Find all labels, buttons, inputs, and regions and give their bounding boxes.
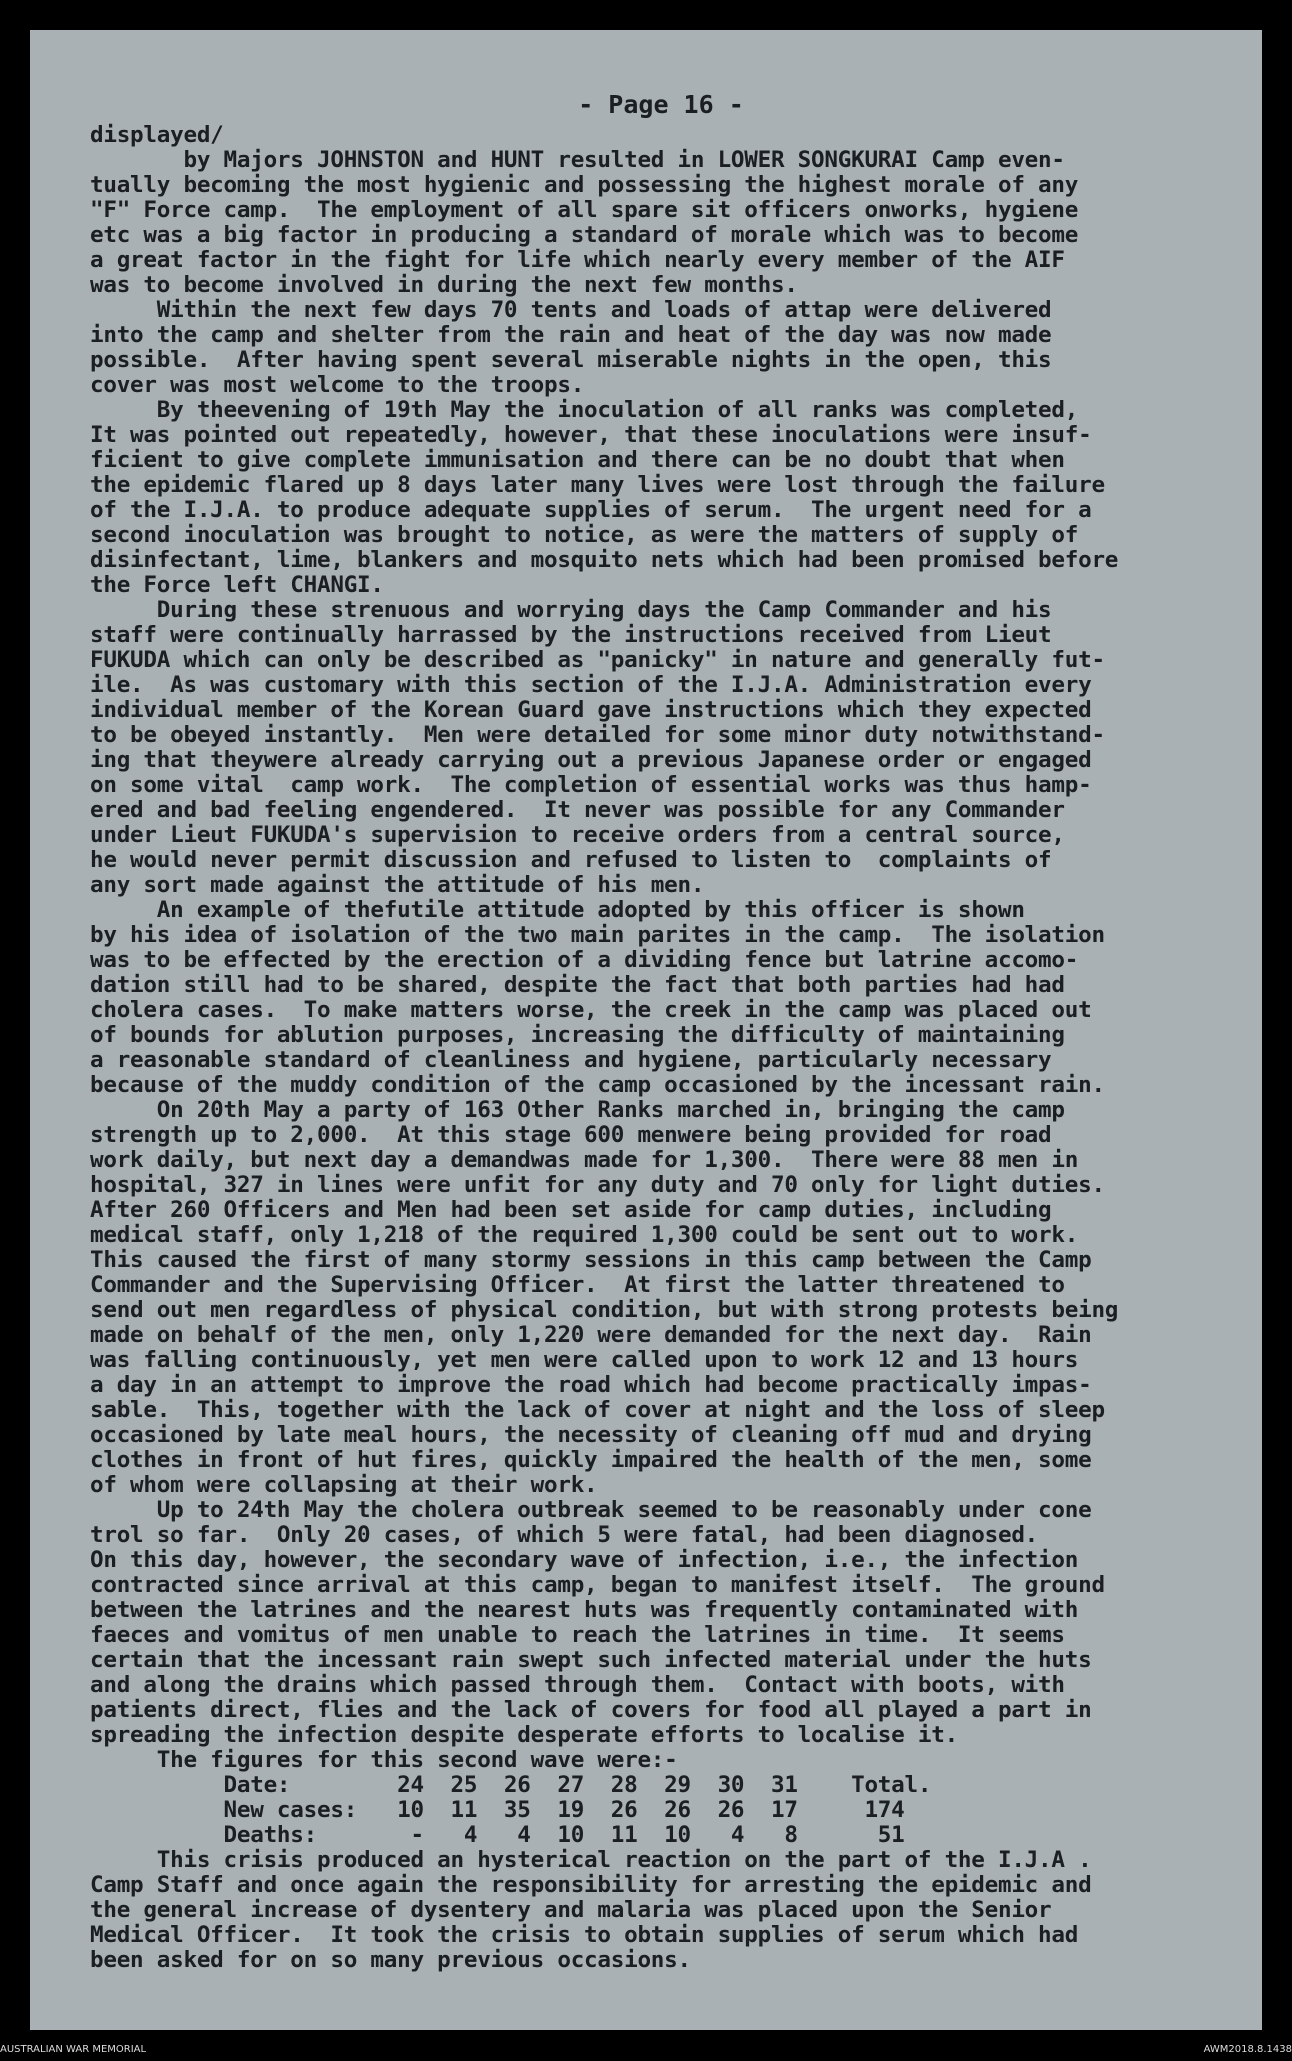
text-line: hospital, 327 in lines were unfit for any duty and 70 only for light duties. — [90, 1172, 1105, 1198]
text-line: It was pointed out repeatedly, however, that these inoculations were insuf- — [90, 422, 1092, 448]
text-line: the general increase of dysentery and malaria was placed upon the Senior — [90, 1897, 1052, 1923]
document-page — [30, 30, 1262, 2030]
text-line: The figures for this second wave were:- — [90, 1747, 678, 1773]
text-line: FUKUDA which can only be described as "panicky" in nature and generally fut- — [90, 647, 1105, 673]
text-line: Within the next few days 70 tents and loads of attap were delivered — [90, 297, 1052, 323]
text-line: cholera cases. To make matters worse, the creek in the camp was placed out — [90, 997, 1092, 1023]
page-number-header: - Page 16 - — [578, 90, 744, 119]
text-line: ficient to give complete immunisation and there can be no doubt that when — [90, 447, 1065, 473]
text-line: under Lieut FUKUDA's supervision to receive orders from a central source, — [90, 822, 1065, 848]
text-line: of bounds for ablution purposes, increasing the difficulty of maintaining — [90, 1022, 1065, 1048]
text-line: the Force left CHANGI. — [90, 572, 384, 598]
text-line: of the I.J.A. to produce adequate supplies of serum. The urgent need for a — [90, 497, 1092, 523]
text-line: Camp Staff and once again the responsibility for arresting the epidemic and — [90, 1872, 1092, 1898]
text-line: This crisis produced an hysterical reaction on the part of the I.J.A . — [90, 1847, 1092, 1873]
text-line: because of the muddy condition of the camp occasioned by the incessant rain. — [90, 1072, 1105, 1098]
text-line: and along the drains which passed through them. Contact with boots, with — [90, 1672, 1065, 1698]
text-line: disinfectant, lime, blankers and mosquito nets which had been promised before — [90, 547, 1119, 573]
text-line: a reasonable standard of cleanliness and hygiene, particularly necessary — [90, 1047, 1052, 1073]
text-line: sable. This, together with the lack of cover at night and the loss of sleep — [90, 1397, 1105, 1423]
footer-institution: AUSTRALIAN WAR MEMORIAL — [0, 2044, 147, 2055]
text-line: dation still had to be shared, despite the fact that both parties had had — [90, 972, 1065, 998]
text-line: by Majors JOHNSTON and HUNT resulted in LOWER SONGKURAI Camp even- — [90, 147, 1065, 173]
text-line: Up to 24th May the cholera outbreak seemed to be reasonably under cone — [90, 1497, 1092, 1523]
text-line: ered and bad feeling engendered. It never was possible for any Commander — [90, 797, 1065, 823]
text-line: second inoculation was brought to notice, as were the matters of supply of — [90, 522, 1079, 548]
text-line: This caused the first of many stormy sessions in this camp between the Camp — [90, 1247, 1092, 1273]
text-line: By theevening of 19th May the inoculation of all ranks was completed, — [90, 397, 1079, 423]
text-line: After 260 Officers and Men had been set aside for camp duties, including — [90, 1197, 1052, 1223]
text-line: on some vital camp work. The completion of essential works was thus hamp- — [90, 772, 1092, 798]
figures-table — [90, 1773, 1202, 1848]
text-line: the epidemic flared up 8 days later many lives were lost through the failure — [90, 472, 1105, 498]
text-line: strength up to 2,000. At this stage 600 menwere being provided for road — [90, 1122, 1052, 1148]
text-line: spreading the infection despite desperate efforts to localise it. — [90, 1722, 958, 1748]
text-line: was to become involved in during the next few months. — [90, 272, 798, 298]
text-line: certain that the incessant rain swept such infected material under the huts — [90, 1647, 1092, 1673]
text-line: he would never permit discussion and refused to listen to complaints of — [90, 847, 1052, 873]
text-line: into the camp and shelter from the rain and heat of the day was now made — [90, 322, 1052, 348]
text-line: any sort made against the attitude of his men. — [90, 872, 705, 898]
text-line: clothes in front of hut fires, quickly impaired the health of the men, some — [90, 1447, 1092, 1473]
text-line: was falling continuously, yet men were called upon to work 12 and 13 hours — [90, 1347, 1079, 1373]
text-line: contracted since arrival at this camp, began to manifest itself. The ground — [90, 1572, 1105, 1598]
text-line: to be obeyed instantly. Men were detailed for some minor duty notwithstand- — [90, 722, 1105, 748]
text-line: was to be effected by the erection of a dividing fence but latrine accomo- — [90, 947, 1079, 973]
text-line: been asked for on so many previous occasions. — [90, 1947, 691, 1973]
text-line: made on behalf of the men, only 1,220 were demanded for the next day. Rain — [90, 1322, 1092, 1348]
footer-reference: AWM2018.8.1438 — [1203, 2044, 1292, 2055]
closing-paragraph — [90, 1848, 1202, 1973]
text-line: An example of thefutile attitude adopted by this officer is shown — [90, 897, 1025, 923]
text-line: cover was most welcome to the troops. — [90, 372, 585, 398]
document-body — [90, 123, 1202, 1773]
text-line: send out men regardless of physical condition, but with strong protests being — [90, 1297, 1119, 1323]
text-line: occasioned by late meal hours, the necessity of cleaning off mud and drying — [90, 1422, 1092, 1448]
text-line: On 20th May a party of 163 Other Ranks marched in, bringing the camp — [90, 1097, 1065, 1123]
table-row: Deaths: - 4 4 10 11 10 4 8 51 — [90, 1822, 905, 1848]
text-line: tually becoming the most hygienic and possessing the highest morale of any — [90, 172, 1079, 198]
text-line: a day in an attempt to improve the road which had become practically impas- — [90, 1372, 1092, 1398]
text-line: During these strenuous and worrying days the Camp Commander and his — [90, 597, 1052, 623]
text-line: Commander and the Supervising Officer. At first the latter threatened to — [90, 1272, 1065, 1298]
text-line: a great factor in the fight for life which nearly every member of the AIF — [90, 247, 1065, 273]
text-line: ing that theywere already carrying out a previous Japanese order or engaged — [90, 747, 1092, 773]
table-row: New cases: 10 11 35 19 26 26 26 17 174 — [90, 1797, 905, 1823]
text-line: by his idea of isolation of the two main parites in the camp. The isolation — [90, 922, 1105, 948]
text-line: etc was a big factor in producing a standard of morale which was to become — [90, 222, 1079, 248]
text-line: Medical Officer. It took the crisis to obtain supplies of serum which had — [90, 1922, 1079, 1948]
text-line: work daily, but next day a demandwas made for 1,300. There were 88 men in — [90, 1147, 1079, 1173]
text-line: trol so far. Only 20 cases, of which 5 were fatal, had been diagnosed. — [90, 1522, 1039, 1548]
text-line: patients direct, flies and the lack of covers for food all played a part in — [90, 1697, 1092, 1723]
text-line: of whom were collapsing at their work. — [90, 1472, 598, 1498]
text-line: "F" Force camp. The employment of all spare sit officers onworks, hygiene — [90, 197, 1079, 223]
text-line: faeces and vomitus of men unable to reach the latrines in time. It seems — [90, 1622, 1065, 1648]
text-line: between the latrines and the nearest huts was frequently contaminated with — [90, 1597, 1079, 1623]
text-line: On this day, however, the secondary wave of infection, i.e., the infection — [90, 1547, 1079, 1573]
table-row: Date: 24 25 26 27 28 29 30 31 Total. — [90, 1772, 932, 1798]
text-line: individual member of the Korean Guard gave instructions which they expected — [90, 697, 1092, 723]
text-line: medical staff, only 1,218 of the required 1,300 could be sent out to work. — [90, 1222, 1079, 1248]
text-line: displayed/ — [90, 122, 224, 148]
text-line: possible. After having spent several miserable nights in the open, this — [90, 347, 1052, 373]
text-line: ile. As was customary with this section of the I.J.A. Administration every — [90, 672, 1092, 698]
text-line: staff were continually harrassed by the instructions received from Lieut — [90, 622, 1052, 648]
